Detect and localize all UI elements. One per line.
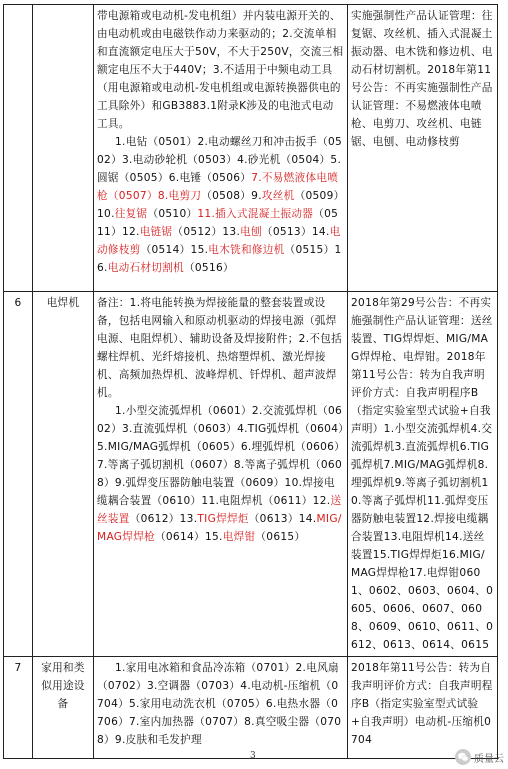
- highlighted-item: 电动修枝剪: [97, 226, 341, 256]
- description-text: （0508）9.: [201, 190, 262, 202]
- highlighted-item: 往复锯: [114, 208, 148, 220]
- description-text: （0615）: [255, 531, 306, 543]
- row-number: 7: [4, 657, 33, 759]
- description-text: （0512）13.: [172, 226, 241, 238]
- description-text: （0614）15.: [155, 531, 223, 543]
- product-catalog-table: [3, 4, 498, 759]
- highlighted-item: 电刨: [240, 226, 262, 238]
- regulation-note: 实施强制性产品认证管理：往复锯、攻丝机、插入式混凝土振动器、电木铣和修边机、电动石材切割机。2018年第11号公告：不再实施强制性产品认证管理：不易燃液体电喷枪、电剪刀、攻丝机、电链锯、电刨、电动修枝剪: [348, 5, 498, 292]
- regulation-note: 2018年第11号公告：转为自我声明评价方式：自我声明程序B（指定实验室型式试验+自我声明）电动机-压缩机0704: [348, 657, 498, 759]
- table-row: [4, 292, 498, 657]
- row-number: 6: [4, 292, 33, 657]
- highlighted-item: 送丝装置: [97, 495, 342, 525]
- description-text: 1.电钻（0501）2.电动螺丝刀和冲击扳手（0502）3.电动砂轮机（0503）4.砂光机（0504）5.圆锯（0505）6.电锤（0506）: [97, 136, 343, 184]
- highlighted-item: 电链锯: [139, 226, 173, 238]
- table-row: [4, 5, 498, 292]
- description-text: 1.小型交流弧焊机（0601）2.交流弧焊机（0602）3.直流弧焊机（0603）4.TIG弧焊机（0604）5.MIG/MAG弧焊机（0605）6.埋弧焊机（0606）7.等离子弧切割机（0607）8.等离子弧焊机（0608）9.弧焊变压器防触电装置（0609）10.焊接电缆耦合装置（0610）11.电阻焊机（0611）12.: [97, 405, 344, 507]
- highlighted-item: 电动石材切割机: [107, 262, 184, 274]
- page-number: 3: [250, 751, 256, 761]
- description-text: （0612）13.: [129, 513, 198, 525]
- watermark: [455, 749, 504, 765]
- description-text: （0515）16.: [97, 244, 342, 274]
- description-text: （0513）14.: [261, 226, 330, 238]
- row-number: [4, 5, 33, 292]
- highlighted-item: 攻丝机: [261, 190, 295, 202]
- description-text: （0509）10.: [97, 190, 340, 220]
- highlighted-item: TIG焊焊炬: [197, 513, 249, 525]
- product-category: 家用和类似用途设备: [33, 657, 94, 759]
- description-text: （0613）14.: [248, 513, 317, 525]
- product-description: [94, 292, 348, 657]
- highlighted-item: 电焊钳: [222, 531, 256, 543]
- product-category: [33, 5, 94, 292]
- regulation-note: 2018年第29号公告：不再实施强制性产品认证管理：送丝装置、TIG焊焊炬、MIG/MAG焊焊枪、电焊钳。2018年第11号公告：转为自我声明评价方式：自我声明程序B（指定实验室型式试验+自我声明）1.小型交流弧焊机4.交流弧焊机3.直流弧焊机6.TIG弧焊机7.MIG/MAG弧焊机8.埋弧焊机9.等离子弧切割机10.等离子弧焊机11.弧焊变压器防触电装置12.焊接电缆耦合装置13.电阻焊机14.送丝装置15.TIG焊焊炬16.MIG/MAG焊焊枪17.电焊钳0601、0602、0603、0604、0605、0606、0607、0608、0609、0610、0611、0612、0613、0614、0615: [348, 292, 498, 657]
- highlighted-item: 11.插入式混凝土振动器: [197, 208, 314, 220]
- highlighted-item: MIG/MAG焊焊枪: [97, 513, 342, 543]
- watermark-text: 质量云: [474, 753, 504, 765]
- highlighted-item: 电木铣和修边机: [208, 244, 285, 256]
- product-category: 电焊机: [33, 292, 94, 657]
- description-text: 1.家用电冰箱和食品冷冻箱（0701）2.电风扇（0702）3.空调器（0703）4.电动机-压缩机（0704）5.家用电动洗衣机（0705）6.电热水器（0706）7.室内加热器（0707）8.真空吸尘器（0708）9.皮肤和毛发护理: [97, 662, 342, 746]
- description-text: 带电源箱或电动机-发电机组）并内装电源开关的、由电动机或由电磁铁作动力来驱动的；2.交流单相和直流额定电压大于50V，不大于250V，交流三相额定电压不大于440V；3.不适用于中频电动工具（用电源箱或电动机-发电机组或电源转换器供电的工具除外）和GB3883.1附录K涉及的电池式电动工具。: [97, 10, 344, 130]
- product-description: [94, 5, 348, 292]
- description-text: （0510）: [147, 208, 198, 220]
- table-row: [4, 657, 498, 759]
- description-text: （0511）12.: [97, 208, 339, 238]
- wechat-icon: [455, 749, 471, 765]
- description-text: （0516）: [183, 262, 234, 274]
- highlighted-item: 7.不易燃液体电喷枪（0507）8.电剪刀: [97, 172, 339, 202]
- description-text: 备注：1.将电能转换为焊接能量的整套装置或设备，包括电网输入和原动机驱动的焊接电源（弧焊电源、电阻焊机）、辅助设备及焊接附件；2.不包括螺柱焊机、光纤熔接机、热熔塑焊机、激光焊接机、高频加热焊机、波峰焊机、钎焊机、超声波焊机。: [97, 297, 343, 399]
- description-text: （0514）15.: [140, 244, 209, 256]
- product-description: [94, 657, 348, 759]
